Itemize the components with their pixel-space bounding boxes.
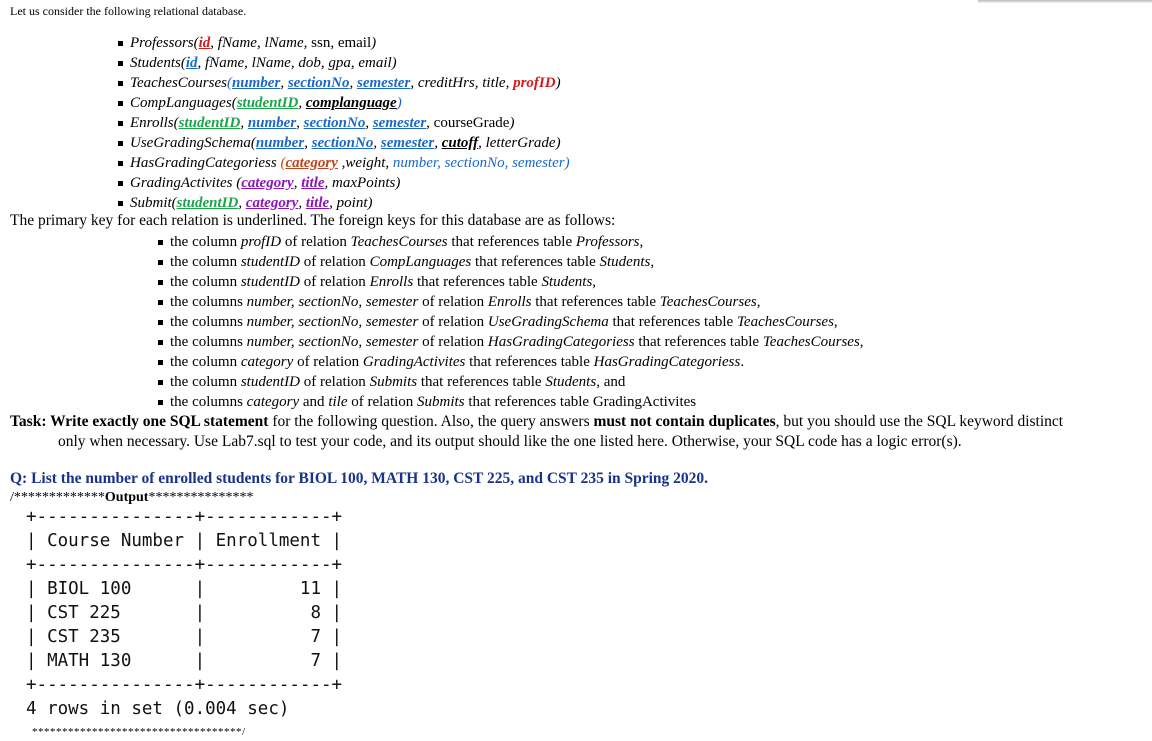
relation-usegradingschema: UseGradingSchema(number, sectionNo, semester, cutoff, letterGrade) [118,133,570,153]
relation-students: Students(id, fName, lName, dob, gpa, email) [118,53,570,73]
foreign-keys-list [158,232,864,412]
table-border-bottom: +---------------+------------+ [26,675,343,695]
task-instructions: Task: Write exactly one SQL statement for the following question. Also, the query answers must not contain duplicates, but you should use the SQL keyword distinct only when necessary. Use Lab7.sql to test your code, and its output should like the one listed here. Otherwise, your SQL code has a logic error(s). [10,413,1064,450]
relation-enrolls: Enrolls(studentID, number, sectionNo, semester, courseGrade) [118,113,570,133]
relation-complanguages: CompLanguages(studentID, complanguage) [118,93,570,113]
foreign-key-item: the column studentID of relation Submits that references table Students, and [158,372,864,392]
table-row: | MATH 130 | 7 | [26,651,343,671]
foreign-key-item: the column profID of relation TeachesCourses that references table Professors, [158,232,864,252]
relation-teachescourses: TeachesCourses(number, sectionNo, semester, creditHrs, title, profID) [118,73,570,93]
table-row: | CST 225 | 8 | [26,603,343,623]
foreign-key-item: the column studentID of relation CompLanguages that references table Students, [158,252,864,272]
relation-gradingactivites: GradingActivites (category, title, maxPoints) [118,173,570,193]
table-header-row: | Course Number | Enrollment | [26,531,343,551]
foreign-key-item: the columns number, sectionNo, semester of relation Enrolls that references table TeachesCourses, [158,292,864,312]
table-row: | CST 235 | 7 | [26,627,343,647]
output-footer: ***********************************/ [32,726,246,738]
rows-summary: 4 rows in set (0.004 sec) [26,699,290,719]
foreign-key-item: the column category of relation GradingActivites that references table HasGradingCategoriess. [158,352,864,372]
question-text: Q: List the number of enrolled students for BIOL 100, MATH 130, CST 225, and CST 235 in Spring 2020. [10,470,709,487]
primary-key-sentence: The primary key for each relation is underlined. The foreign keys for this database are as follows: [10,212,616,229]
foreign-key-item: the columns number, sectionNo, semester of relation HasGradingCategoriess that references table TeachesCourses, [158,332,864,352]
table-row: | BIOL 100 | 11 | [26,579,343,599]
table-border-mid: +---------------+------------+ [26,555,343,575]
intro-text: Let us consider the following relational database. [10,4,247,18]
relation-professors: Professors(id, fName, lName, ssn, email) [118,33,570,53]
table-border-top: +---------------+------------+ [26,507,343,527]
relation-hasgradingcategoriess: HasGradingCategoriess (category ,weight, number, sectionNo, semester) [118,153,570,173]
foreign-key-item: the columns category and tile of relation Submits that references table GradingActivites [158,392,864,412]
foreign-key-item: the columns number, sectionNo, semester of relation UseGradingSchema that references table TeachesCourses, [158,312,864,332]
relation-submit: Submit(studentID, category, title, point) [118,193,570,213]
output-header: /*************Output*************** [10,490,254,505]
relations-list [118,33,570,213]
window-shadow-bar [978,0,1152,3]
foreign-key-item: the column studentID of relation Enrolls that references table Students, [158,272,864,292]
